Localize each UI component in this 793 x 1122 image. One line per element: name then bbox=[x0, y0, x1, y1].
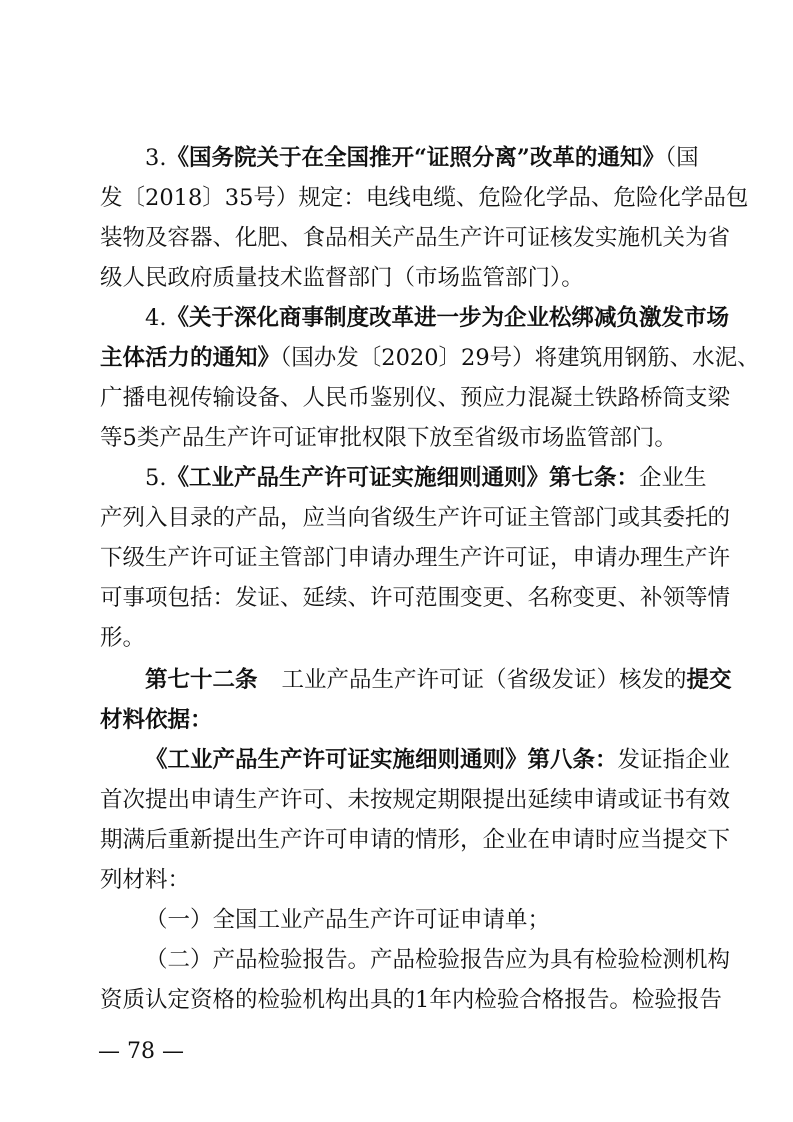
text-segment: 期满后重新提出生产许可申请的情形，企业在申请时应当提交下 bbox=[100, 827, 731, 853]
text-segment: （一）全国工业产品生产许可证申请单； bbox=[145, 907, 551, 933]
text-segment: 级人民政府质量技术监督部门（市场监管部门）。 bbox=[100, 265, 584, 291]
text-segment: （二）产品检验报告。产品检验报告应为具有检验检测机构 bbox=[145, 947, 731, 973]
text-segment: 4. bbox=[145, 305, 167, 331]
list-item bbox=[145, 940, 731, 980]
list-item bbox=[145, 900, 696, 940]
text-line bbox=[100, 218, 731, 258]
text-segment: 可事项包括：发证、延续、许可范围变更、名称变更、补领等情 bbox=[100, 585, 731, 611]
text-segment: 装物及容器、化肥、食品相关产品生产许可证核发实施机关为省 bbox=[100, 225, 731, 251]
text-line bbox=[100, 618, 696, 658]
document-title: 主体活力的通知》 bbox=[100, 345, 281, 371]
text-segment: 产列入目录的产品，应当向省级生产许可证主管部门或其委托的 bbox=[100, 505, 731, 531]
page-number: — 78 — bbox=[98, 1039, 184, 1064]
text-segment: 列材料： bbox=[100, 867, 191, 893]
text-segment: （国办发〔2020〕29号）将建筑用钢筋、水泥、 bbox=[280, 345, 760, 371]
text-line bbox=[100, 418, 696, 458]
text-line bbox=[145, 138, 699, 178]
text-line bbox=[100, 820, 731, 860]
text-segment: 发证指企业 bbox=[617, 747, 731, 773]
bold-phrase: 提交 bbox=[686, 667, 732, 693]
document-title: 《国务院关于在全国推开“证照分离”改革的通知》 bbox=[166, 145, 665, 171]
text-line bbox=[100, 700, 696, 740]
text-segment: 发〔2018〕35号）规定：电线电缆、危险化学品、危险化学品包 bbox=[100, 185, 749, 211]
text-segment: （国 bbox=[664, 145, 699, 171]
text-line bbox=[100, 498, 731, 538]
text-line bbox=[100, 860, 696, 900]
text-segment: 等5类产品生产许可证审批权限下放至省级市场监管部门。 bbox=[100, 425, 677, 451]
text-segment: 首次提出申请生产许可、未按规定期限提出延续申请或证书有效 bbox=[100, 787, 731, 813]
text-segment: 5. bbox=[145, 465, 167, 491]
article-number: 第七十二条 bbox=[145, 667, 258, 693]
article-heading-line bbox=[145, 660, 732, 700]
text-line bbox=[100, 980, 722, 1020]
document-title: 《关于深化商事制度改革进一步为企业松绑减负激发市场 bbox=[166, 305, 729, 331]
text-segment: 工业产品生产许可证（省级发证）核发的 bbox=[281, 667, 687, 693]
text-segment: 资质认定资格的检验机构出具的1年内检验合格报告。检验报告 bbox=[100, 987, 722, 1013]
document-title: 《工业产品生产许可证实施细则通则》第七条： bbox=[166, 465, 639, 491]
text-segment: 广播电视传输设备、人民币鉴别仪、预应力混凝土铁路桥筒支梁 bbox=[100, 385, 731, 411]
bold-phrase: 材料依据： bbox=[100, 707, 213, 733]
text-line bbox=[145, 298, 729, 338]
text-line bbox=[100, 178, 749, 218]
text-line bbox=[100, 258, 696, 298]
text-segment: 下级生产许可证主管部门申请办理生产许可证，申请办理生产许 bbox=[100, 545, 731, 571]
text-line bbox=[100, 378, 731, 418]
text-segment: 形。 bbox=[100, 625, 146, 651]
document-title: 《工业产品生产许可证实施细则通则》第八条： bbox=[145, 747, 618, 773]
text-line bbox=[145, 458, 707, 498]
text-line bbox=[100, 538, 731, 578]
text-segment: 企业生 bbox=[638, 465, 707, 491]
text-segment: 3. bbox=[145, 145, 167, 171]
text-line bbox=[100, 338, 760, 378]
text-line bbox=[145, 740, 731, 780]
text-line bbox=[100, 780, 731, 820]
text-line bbox=[100, 578, 731, 618]
